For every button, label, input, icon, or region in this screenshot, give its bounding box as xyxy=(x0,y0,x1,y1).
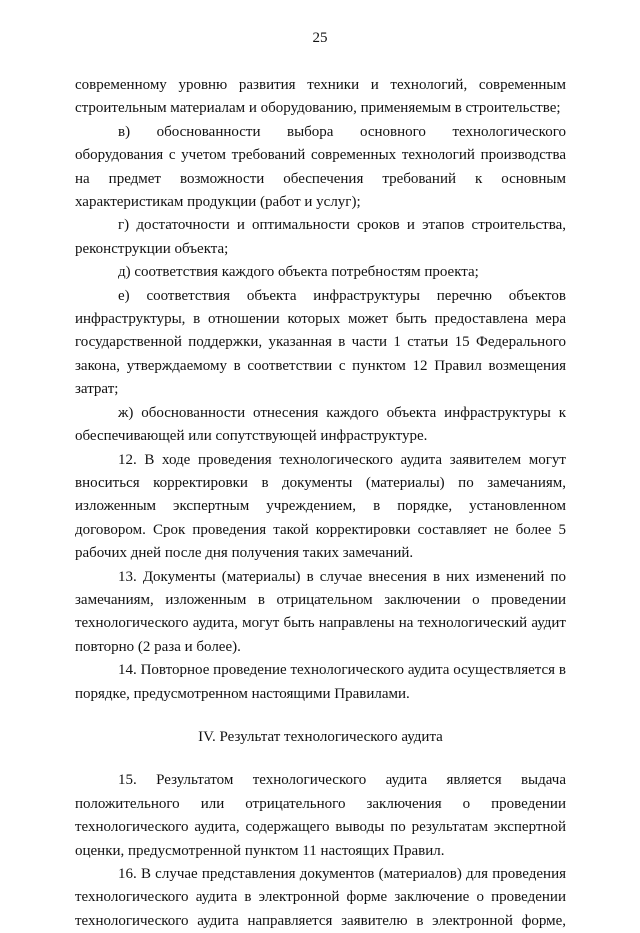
paragraph-continuation: современному уровню развития техники и технологий, современным строительным материалам и оборудованию, применяемым в строительстве; xyxy=(75,77,566,117)
paragraph-13: 13. Документы (материалы) в случае внесения в них изменений по замечаниям, изложенным в отрицательном заключении о проведении технологического аудита, могут быть направлены на технологический аудит повторно (2 раза и более). xyxy=(75,568,566,655)
paragraph-item-v: в) обоснованности выбора основного технологического оборудования с учетом требований современных технологий производства на предмет возможности обеспечения требований к основным характеристикам продукции (работ и услуг); xyxy=(75,123,566,211)
paragraph-16: 16. В случае представления документов (материалов) для проведения технологического аудита в электронной форме заключение о проведении технологического аудита направляется заявителю в электронной форме, xyxy=(75,866,566,929)
paragraph-14: 14. Повторное проведение технологического аудита осуществляется в порядке, предусмотренном настоящими Правилами. xyxy=(75,662,566,702)
paragraph-item-e: е) соответствия объекта инфраструктуры перечню объектов инфраструктуры, в отношении которых может быть предоставлена мера государственной поддержки, указанная в части 1 статьи 15 Федерального закона, утверждаемому в соответствии с пунктом 12 Правил возмещения затрат; xyxy=(75,287,566,398)
paragraph-12: 12. В ходе проведения технологического аудита заявителем могут вноситься корректировки в документы (материалы) по замечаниям, изложенным экспертным учреждением, в порядке, установленном договором. Срок проведения такой корректировки составляет не более 5 рабочих дней после дня получения таких замечаний. xyxy=(75,451,566,562)
paragraph-15: 15. Результатом технологического аудита является выдача положительного или отрицательного заключения о проведении технологического аудита, содержащего выводы по результатам экспертной оценки, предусмотренной пунктом 11 настоящих Правил. xyxy=(75,772,566,859)
section-heading-iv: IV. Результат технологического аудита xyxy=(198,728,443,745)
paragraph-item-g: г) достаточности и оптимальности сроков и этапов строительства, реконструкции объекта; xyxy=(75,217,566,257)
paragraph-item-d: д) соответствия каждого объекта потребностям проекта; xyxy=(118,264,479,281)
document-body xyxy=(75,74,566,933)
page-number: 25 xyxy=(312,30,328,46)
paragraph-item-zh: ж) обоснованности отнесения каждого объекта инфраструктуры к обеспечивающей или сопутствующей инфраструктуре. xyxy=(75,404,566,445)
